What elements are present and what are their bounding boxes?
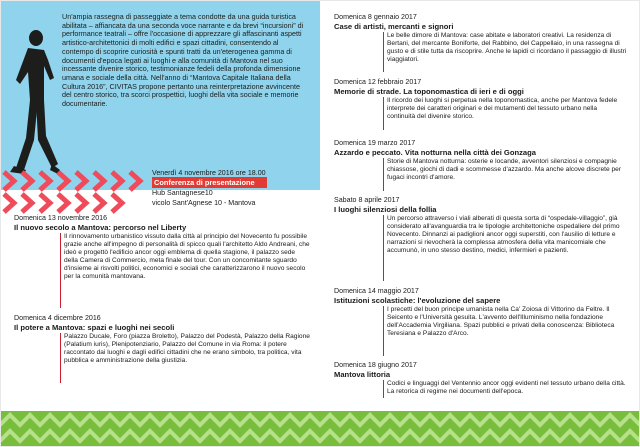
event-description: Le belle dimore di Mantova: case abitate e laboratori creativi. La residenza di Bertani, del mercante Boniforte, del Rabbino, del Cappellaio, in una rassegna di gusto e di stile tutta da riscoprire. Anche le lapidi ci ricordano il passaggio di illustri viaggiatori. — [387, 32, 627, 64]
event-divider — [383, 306, 384, 356]
event-date: Sabato 8 aprile 2017 — [334, 196, 400, 204]
event-description: Codici e linguaggi del Ventennio ancor oggi evidenti nel tessuto urbano della città. La retorica di regime nei documenti dell'epoca. — [387, 380, 626, 396]
intro-text: Un'ampia rassegna di passeggiate a tema condotte da una guida turistica abilitata – affiancata da una seconda voce narrante e da brevi “incursioni” di performance teatrali – offre l'occasione di apprezzare gli affascinanti aspetti artistico-architettonici di molti edifici e spazi cittadini, consentendo al contempo di scoprire curiosità e spunti tratti da un'eterogenea gamma di documenti d'epoca legati ai luoghi e alla comunità di Mantova nel suo incessante divenire storico, testimonianze fedeli della profonda dimensione umana e sociale della città. Nell'anno di “Mantova Capitale Italiana della Cultura 2016”, CIVITAS propone pertanto una reinterpretazione avvincente del centro storico, tra scorci prospettici, luoghi della vita sociale e memorie documentarie. — [62, 12, 304, 109]
event-divider — [383, 32, 384, 72]
event-date: Domenica 14 maggio 2017 — [334, 287, 419, 295]
event-date: Domenica 18 giugno 2017 — [334, 361, 417, 369]
event-divider — [60, 233, 61, 308]
event-description: Palazzo Ducale, Foro (piazza Broletto), Palazzo del Podestà, Palazzo della Ragione (Palatium iuris), Plenipotenziario, Palazzo del Comune in via Roma: il potere raccontato dai luoghi e dagli edifici cittadini che ne erano simbolo, tra politica, vita pubblica e amministrazione della giustizia. — [64, 333, 310, 365]
conference-title: Conferenza di presentazione — [154, 178, 255, 187]
event-date: Domenica 8 gennaio 2017 — [334, 13, 417, 21]
event-divider — [383, 97, 384, 130]
event-description: Il rinnovamento urbanistico vissuto dalla città al principio del Novecento fu possibile grazie anche all'impegno di personalità di spicco quali l'architetto Aldo Andreani, che ideò e progettò l'edificio ancor oggi emblema di quella stagione, il palazzo sede della Camera di Commercio, meta finale del tour. Con un concomitante sguardo d'insieme ai risvolti politici, economici e sociali che caratterizzarono il nuovo secolo per la comunità mantovana. — [64, 233, 310, 281]
chevron-pattern — [0, 192, 150, 214]
green-chevron-band — [0, 411, 640, 447]
event-title: Il potere a Mantova: spazi e luoghi nei secoli — [14, 323, 175, 332]
event-date: Domenica 13 novembre 2016 — [14, 214, 108, 222]
event-title: Istituzioni scolastiche: l'evoluzione del sapere — [334, 296, 501, 305]
event-title: I luoghi silenziosi della follia — [334, 205, 437, 214]
event-description: I precetti del buon principe umanista nella Ca' Zoiosa di Vittorino da Feltre. Il Seicento e l'Università gesuita. L'avvento dell'Illuminismo nella fondazione dell'Accademia Virgiliana. Spazi pubblici e privati della conoscenza: Biblioteca Teresiana e Palazzo d'Arco. — [387, 306, 615, 338]
event-description: Storie di Mantova notturna: osterie e locande, avventori silenziosi e compagnie chiassose, giochi di dadi e scommesse d'azzardo. Ma anche alcove discrete per fugaci incontri d'amore. — [387, 158, 621, 182]
event-date: Domenica 19 marzo 2017 — [334, 139, 416, 147]
event-divider — [383, 380, 384, 398]
event-title: Mantova littoria — [334, 370, 391, 379]
event-title: Case di artisti, mercanti e signori — [334, 22, 454, 31]
event-date: Domenica 12 febbraio 2017 — [334, 78, 422, 86]
chevron-pattern — [0, 170, 150, 192]
conference-venue: Hub Santagnese10 — [152, 189, 213, 197]
event-divider — [383, 158, 384, 191]
event-title: Azzardo e peccato. Vita notturna nella città dei Gonzaga — [334, 148, 536, 157]
event-date: Domenica 4 dicembre 2016 — [14, 314, 101, 322]
walking-man-figure — [0, 20, 62, 190]
conference-date: Venerdì 4 novembre 2016 ore 18.00 — [152, 169, 266, 177]
event-title: Memorie di strade. La toponomastica di ieri e di oggi — [334, 87, 524, 96]
event-divider — [60, 333, 61, 383]
event-description: Il ricordo dei luoghi si perpetua nella toponomastica, anche per Mantova fedele interprete dei caratteri originari e dei mutamenti del tessuto urbano nella continuità del divenire storico. — [387, 97, 618, 121]
event-title: Il nuovo secolo a Mantova: percorso nel Liberty — [14, 223, 187, 232]
event-description: Un percorso attraverso i viali alberati di questa sorta di “ospedale-villaggio”, già considerato all'avanguardia tra le tipologie architettoniche ospedaliere del primo Novecento. Dinnanzi ai padiglioni ancor oggi superstiti, con l'ausilio di letture e narrazioni si rievocherà la complessa atmosfera della vita manicomiale che accumunò, in uno stesso destino, medici, infermieri e pazienti. — [387, 215, 620, 255]
conference-address: vicolo Sant'Agnese 10 - Mantova — [152, 199, 256, 207]
event-divider — [383, 215, 384, 281]
